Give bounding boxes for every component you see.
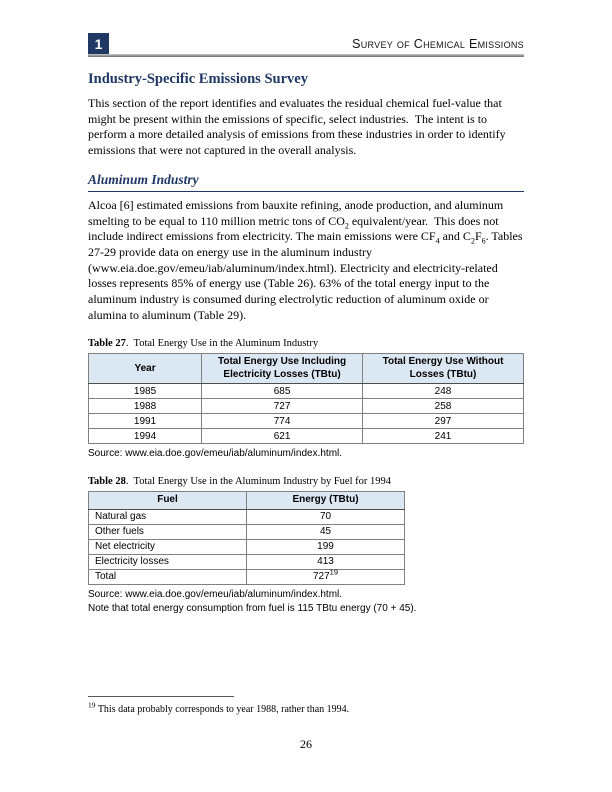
- column-header-fuel: Fuel: [89, 492, 247, 510]
- subsection-body: Alcoa [6] estimated emissions from bauxite refining, anode production, and aluminum smelting to be equal to 110 million metric tons of $CO_2$ equivalent/year. This does not include indirect emissions from electricity. The main emissions were $CF_4$ and $C_2F_6$. Tables 27-29 provide data on energy use in the aluminum industry (www.eia.doe.gov/emeu/iab/aluminum/index.html). Electricity and electricity-related losses represents 85% of energy use (Table 26). 63% of the total energy input to the aluminum industry is consumed during electrolytic reduction of aluminum oxide or alumina to aluminum (Table 29).: [88, 197, 526, 322]
- table-row: [89, 539, 405, 554]
- header-rule: [88, 54, 524, 57]
- table-row: [89, 429, 524, 444]
- table-cell-including: 727: [202, 399, 363, 414]
- section-intro: This section of the report identifies and evaluates the residual chemical fuel-value that might be present within the emissions of specific, select industries. The intent is to perform a more detailed analysis of emissions from these industries in order to identify emissions that were not captured in the overall analysis.: [88, 96, 509, 158]
- chapter-number: 1: [94, 35, 103, 52]
- table-cell-fuel: Other fuels: [89, 524, 247, 539]
- total-value: 727: [312, 571, 330, 583]
- table-row: [89, 509, 405, 524]
- table-cell-fuel: Net electricity: [89, 539, 247, 554]
- footnote: [88, 700, 524, 715]
- column-header-energy: Energy (TBtu): [247, 492, 405, 510]
- column-header-without-losses: Total Energy Use Without Losses (TBtu): [363, 354, 524, 384]
- table-row: [89, 399, 524, 414]
- footnote-text: This data probably corresponds to year 1988, rather than 1994.: [97, 704, 350, 715]
- table-row: [89, 414, 524, 429]
- table-cell-including: 774: [202, 414, 363, 429]
- table-row: [89, 524, 405, 539]
- table28-note: Note that total energy consumption from fuel is 115 TBtu energy (70 + 45).: [88, 602, 417, 614]
- chapter-number-badge: [88, 33, 109, 54]
- table-cell-without: 258: [363, 399, 524, 414]
- table-total-row: [89, 569, 405, 584]
- table-cell-without: 241: [363, 429, 524, 444]
- table27-header-row: [89, 354, 524, 384]
- table-28: [88, 491, 405, 585]
- table28-header-row: [89, 492, 405, 510]
- table28-source: Source: www.eia.doe.gov/emeu/iab/aluminum/index.html.: [88, 588, 343, 600]
- table-cell-year: 1985: [89, 384, 202, 399]
- table28-caption: [88, 476, 524, 487]
- table27-caption: [88, 338, 524, 349]
- table-27: [88, 353, 524, 444]
- table-cell-total-value: [247, 569, 405, 584]
- subsection-title: Aluminum Industry: [88, 172, 524, 192]
- table27-caption-text: . Total Energy Use in the Aluminum Industry: [125, 338, 319, 350]
- footnote-marker: 19: [88, 700, 96, 710]
- table-cell-including: 685: [202, 384, 363, 399]
- table-cell-year: 1988: [89, 399, 202, 414]
- footnote-reference: 19: [329, 568, 339, 578]
- footnote-block: [88, 696, 524, 715]
- table28-caption-label: Table 28: [88, 476, 126, 488]
- table-cell-fuel: Natural gas: [89, 509, 247, 524]
- table-cell-year: 1994: [89, 429, 202, 444]
- column-header-including-losses: Total Energy Use Including Electricity Losses (TBtu): [202, 354, 363, 384]
- column-header-year: Year: [89, 354, 202, 384]
- table-cell-fuel: Electricity losses: [89, 554, 247, 569]
- table-row: [89, 554, 405, 569]
- footnote-rule: [88, 696, 234, 697]
- document-header: [88, 33, 524, 54]
- table28-caption-text: . Total Energy Use in the Aluminum Industry by Fuel for 1994: [125, 476, 391, 488]
- table-cell-total-label: Total: [89, 569, 247, 584]
- running-header-title: Survey of Chemical Emissions: [352, 37, 524, 51]
- table27-source: Source: www.eia.doe.gov/emeu/iab/aluminum/index.html.: [88, 448, 343, 460]
- table-cell-without: 248: [363, 384, 524, 399]
- table-cell-energy: 413: [247, 554, 405, 569]
- table-cell-energy: 70: [247, 509, 405, 524]
- table-row: [89, 384, 524, 399]
- section-title: Industry-Specific Emissions Survey: [88, 71, 308, 87]
- table-cell-energy: 199: [247, 539, 405, 554]
- table27-caption-label: Table 27: [88, 338, 126, 350]
- table-cell-energy: 45: [247, 524, 405, 539]
- table-cell-year: 1991: [89, 414, 202, 429]
- page-number: 26: [300, 737, 312, 751]
- table-cell-without: 297: [363, 414, 524, 429]
- table-cell-including: 621: [202, 429, 363, 444]
